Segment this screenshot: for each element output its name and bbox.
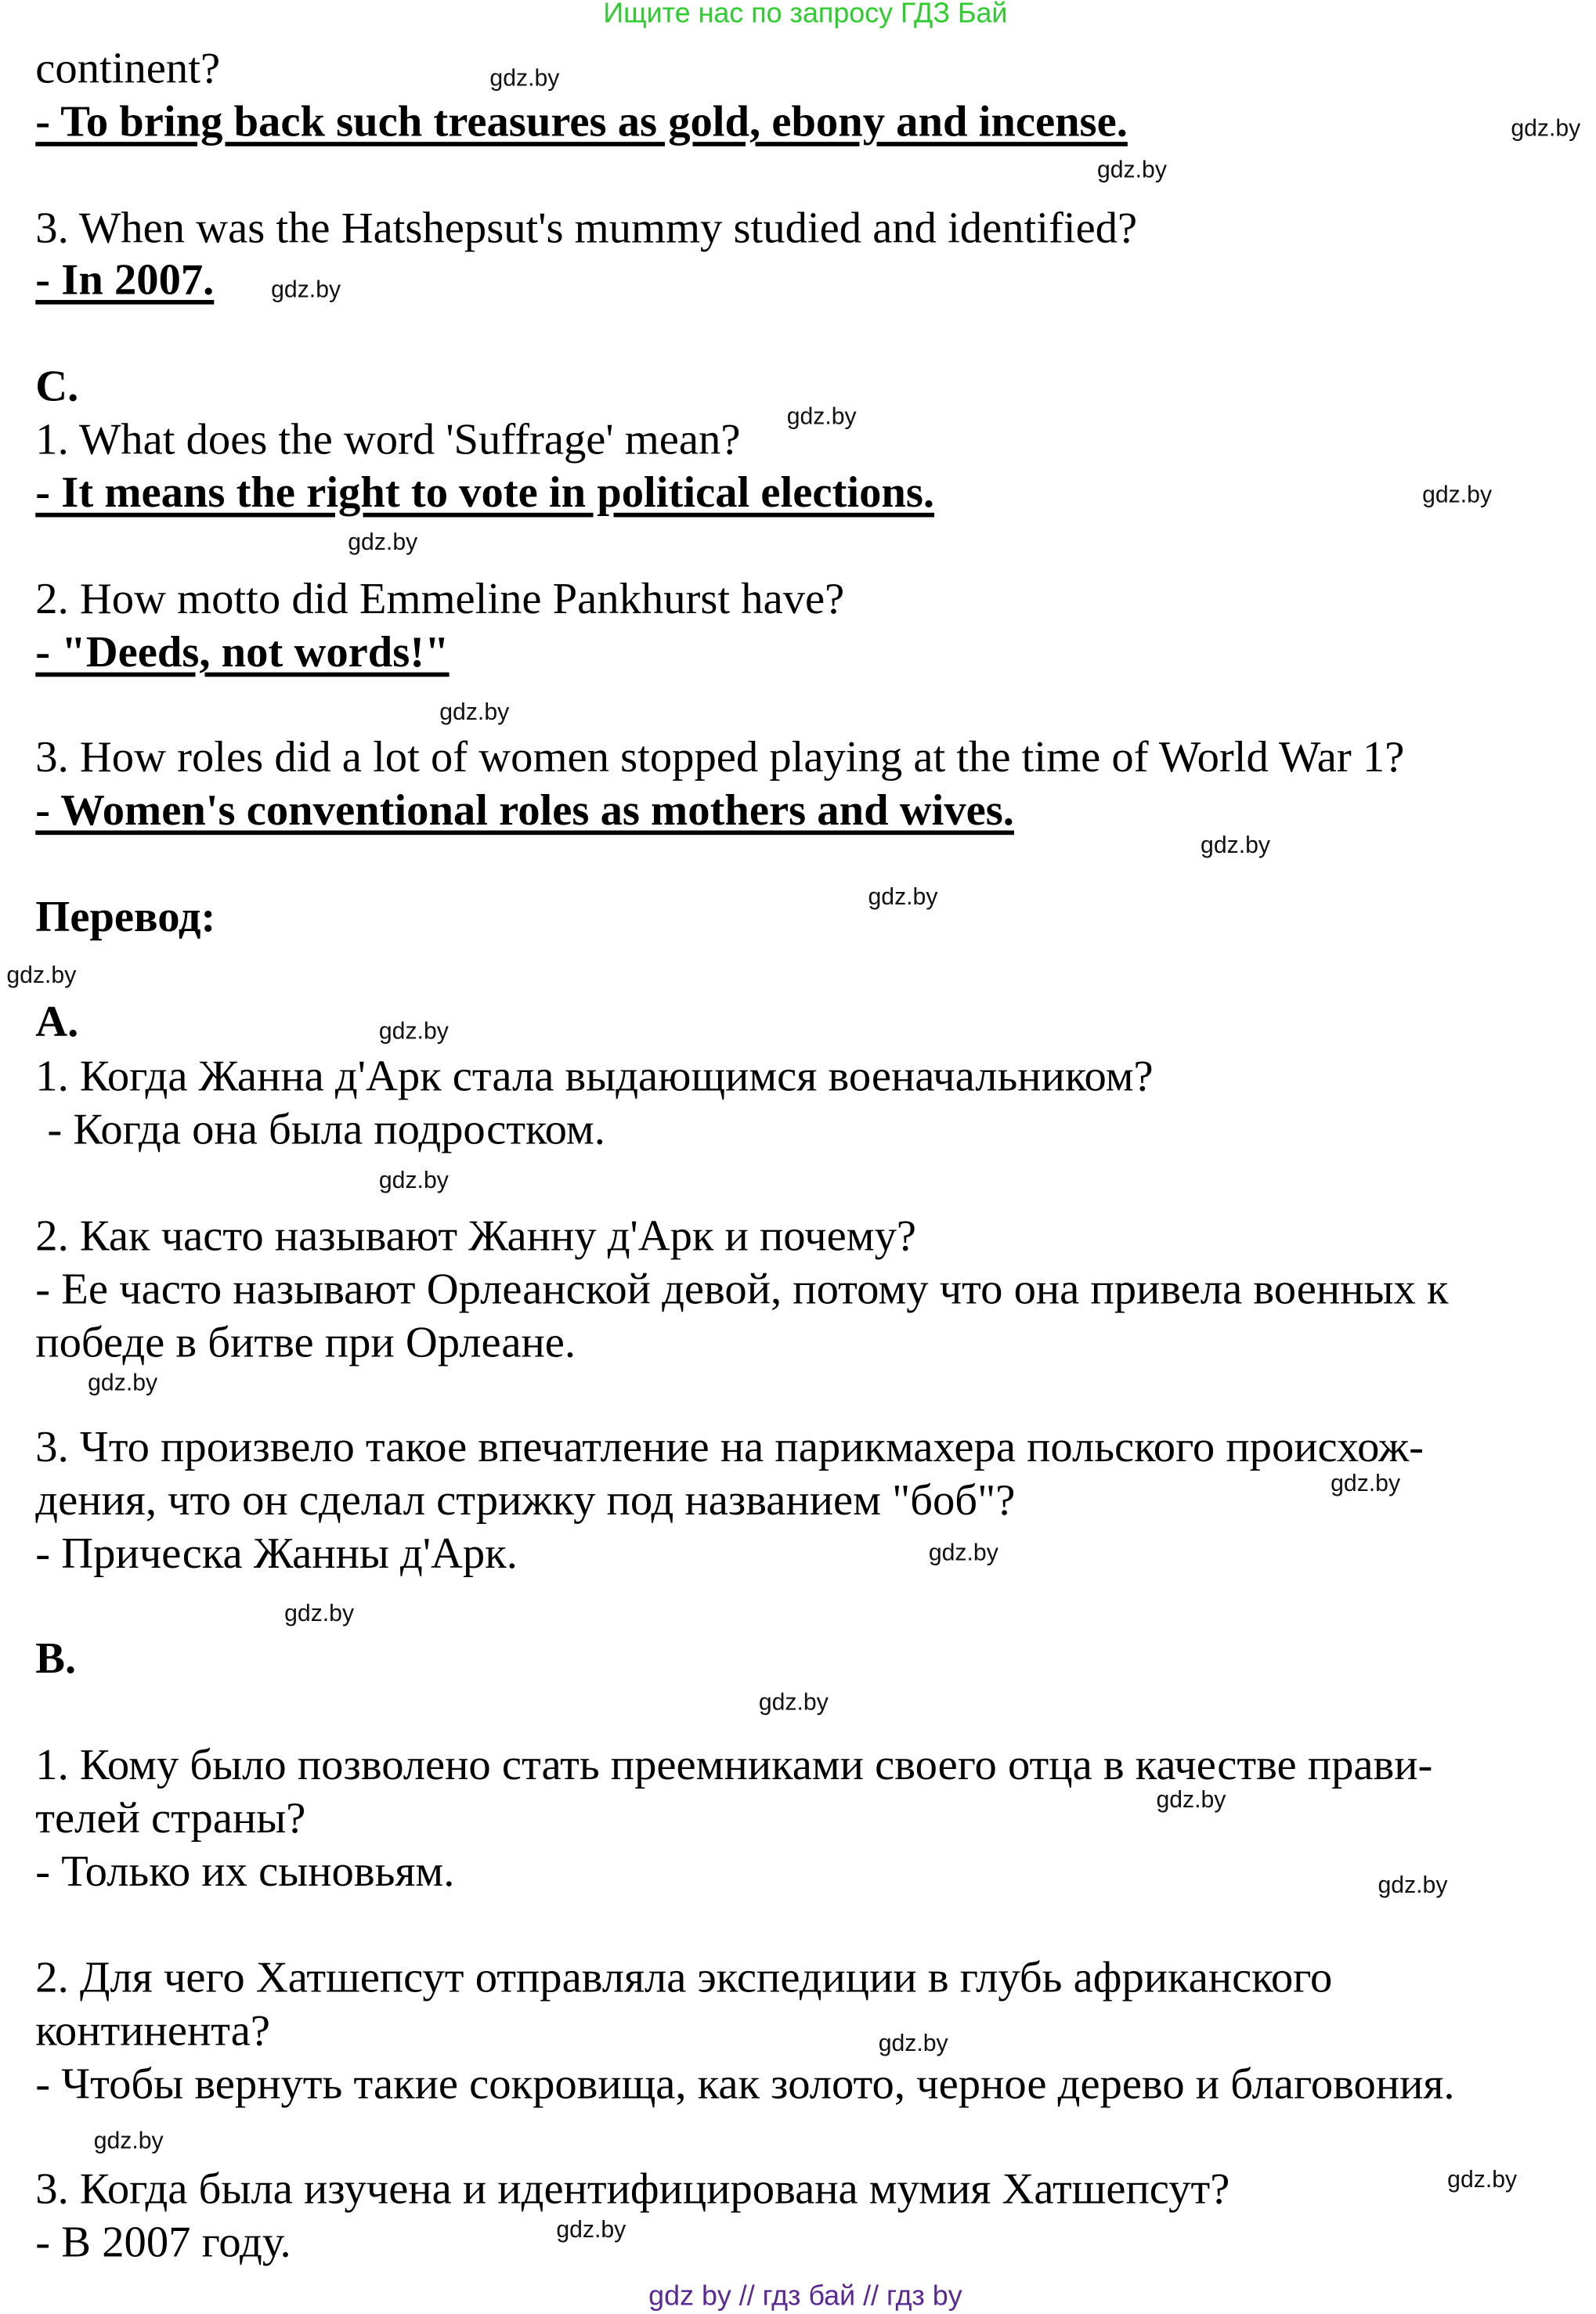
question-text: 3. Когда была изучена и идентифицирована мумия Хатшепсут? <box>35 2164 1230 2214</box>
section-heading: C. <box>35 362 79 411</box>
search-banner[interactable]: Ищите нас по запросу ГДЗ Бай <box>603 0 1008 30</box>
footer-links[interactable]: gdz by // гдз бай // гдз by <box>648 2281 962 2313</box>
watermark: gdz.by <box>378 1168 449 1194</box>
watermark: gdz.by <box>6 963 77 989</box>
question-text: 3. How roles did a lot of women stopped playing at the time of World War 1? <box>35 732 1405 782</box>
watermark: gdz.by <box>928 1541 998 1567</box>
watermark: gdz.by <box>88 1371 158 1397</box>
watermark: gdz.by <box>1156 1788 1226 1814</box>
watermark: gdz.by <box>1096 157 1167 183</box>
question-text: 2. How motto did Emmeline Pankhurst have? <box>35 575 845 624</box>
watermark: gdz.by <box>439 700 510 726</box>
answer-text: - В 2007 году. <box>35 2218 291 2267</box>
section-heading: B. <box>35 1634 77 1684</box>
question-text: 2. Для чего Хатшепсут отправляла экспедиции в глубь африканского <box>35 1953 1333 2002</box>
watermark: gdz.by <box>348 530 418 556</box>
answer-text: - "Deeds, not words!" <box>35 627 450 677</box>
watermark: gdz.by <box>758 1690 829 1716</box>
watermark: gdz.by <box>378 1020 449 1045</box>
answer-text: - Ее часто называют Орлеанской девой, потому что она привела военных к <box>35 1265 1449 1314</box>
answer-text: - To bring back such treasures as gold, ebony and incense. <box>35 97 1128 146</box>
answer-text: - Когда она была подростком. <box>47 1105 605 1154</box>
section-heading: A. <box>35 997 79 1046</box>
watermark: gdz.by <box>1447 2168 1518 2193</box>
watermark: gdz.by <box>1422 483 1493 509</box>
answer-text: - Прическа Жанны д'Арк. <box>35 1529 518 1579</box>
question-text: 1. What does the word 'Suffrage' mean? <box>35 415 741 464</box>
watermark: gdz.by <box>284 1601 355 1627</box>
question-text: 2. Как часто называют Жанну д'Арк и почему? <box>35 1211 916 1261</box>
question-text: континента? <box>35 2006 270 2056</box>
question-text: 3. Что произвело такое впечатление на парикмахера польского происхож- <box>35 1423 1424 1472</box>
question-text: 1. Кому было позволено стать преемниками своего отца в качестве прави- <box>35 1740 1433 1790</box>
answer-text: - Чтобы вернуть такие сокровища, как золото, черное дерево и благовония. <box>35 2059 1455 2109</box>
watermark: gdz.by <box>489 66 560 92</box>
watermark: gdz.by <box>1331 1471 1401 1497</box>
watermark: gdz.by <box>1201 833 1271 859</box>
answer-text: - In 2007. <box>35 255 215 305</box>
watermark: gdz.by <box>556 2218 626 2244</box>
question-text: 3. When was the Hatshepsut's mummy studied and identified? <box>35 204 1138 253</box>
translation-heading: Перевод: <box>35 892 216 942</box>
watermark: gdz.by <box>786 405 857 431</box>
watermark: gdz.by <box>1378 1873 1448 1899</box>
watermark: gdz.by <box>93 2129 164 2155</box>
answer-text: - It means the right to vote in political elections. <box>35 468 935 518</box>
answer-text: победе в битве при Орлеане. <box>35 1318 576 1367</box>
answer-text: - Только их сыновьям. <box>35 1847 455 1897</box>
watermark: gdz.by <box>868 885 938 911</box>
question-text: дения, что он сделал стрижку под названием "боб"? <box>35 1476 1016 1525</box>
watermark: gdz.by <box>878 2031 948 2057</box>
question-text: 1. Когда Жанна д'Арк стала выдающимся военачальником? <box>35 1052 1154 1101</box>
question-text: continent? <box>35 44 221 93</box>
question-text: телей страны? <box>35 1793 306 1843</box>
watermark: gdz.by <box>1511 117 1581 143</box>
answer-text: - Women's conventional roles as mothers and wives. <box>35 785 1014 836</box>
watermark: gdz.by <box>271 277 341 303</box>
